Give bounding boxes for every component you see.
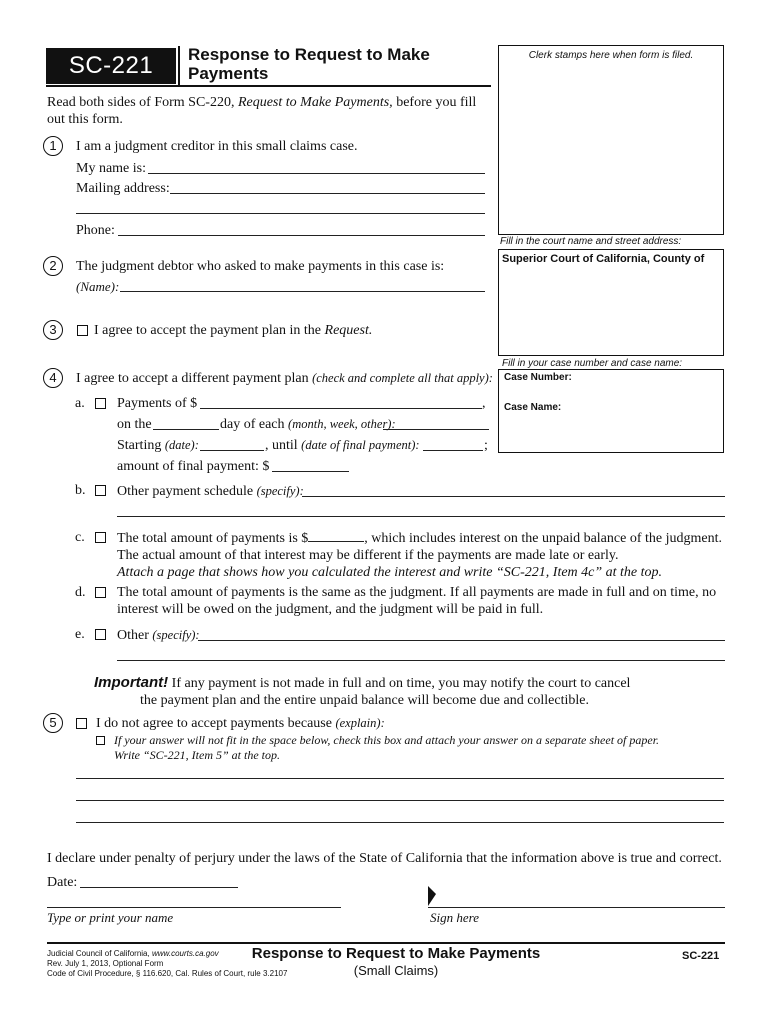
item4a-payments-label: Payments of $ bbox=[117, 396, 198, 411]
footer-left: Judicial Council of California, www.courts.ca.gov Rev. July 1, 2013, Optional Form Code of Civil Procedure, § 116.620, Cal. Rules of Court, rule 3.2107 bbox=[47, 949, 288, 978]
item5-attach-checkbox[interactable] bbox=[96, 736, 105, 745]
court-name-box[interactable] bbox=[498, 249, 724, 356]
item4c-amount-field[interactable] bbox=[308, 529, 364, 542]
item4a-letter: a. bbox=[75, 396, 85, 411]
item4a-final-amount-field[interactable] bbox=[272, 471, 349, 472]
item4b-label: Other payment schedule (specify): bbox=[117, 484, 304, 499]
item2-text: The judgment debtor who asked to make payments in this case is: bbox=[76, 259, 445, 274]
item5-field-1[interactable] bbox=[76, 778, 724, 779]
item2-name-label: (Name): bbox=[76, 279, 120, 294]
item3-number: 3 bbox=[43, 320, 63, 340]
item1-text: I am a judgment creditor in this small claims case. bbox=[76, 139, 358, 154]
footer-rule bbox=[47, 942, 725, 944]
item4a-period-field[interactable] bbox=[383, 429, 489, 430]
item4a-on-the-label: on the bbox=[117, 417, 152, 432]
footer-title: Response to Request to Make Payments (Small Claims) bbox=[251, 945, 541, 978]
item4a-day-field[interactable] bbox=[153, 429, 219, 430]
sign-here-label: Sign here bbox=[430, 910, 479, 925]
item4a-day-of-each-label: day of each (month, week, other): bbox=[220, 417, 396, 432]
item5-field-3[interactable] bbox=[76, 822, 724, 823]
declaration-text: I declare under penalty of perjury under the laws of the State of California that the information above is true and correct. bbox=[47, 851, 722, 866]
item4a-final-date-field[interactable] bbox=[423, 450, 483, 451]
item5-checkbox[interactable] bbox=[76, 718, 87, 729]
date-label: Date: bbox=[47, 875, 78, 890]
item4a-start-date-field[interactable] bbox=[200, 450, 264, 451]
item4e-letter: e. bbox=[75, 627, 85, 642]
important-label: Important! bbox=[94, 674, 169, 691]
item4e-checkbox[interactable] bbox=[95, 629, 106, 640]
footer-form-id: SC-221 bbox=[682, 950, 720, 962]
important-notice: Important! If any payment is not made in full and on time, you may notify the court to cancel the payment plan and the entire unpaid balance will become due and collectible. bbox=[94, 674, 631, 708]
form-id-badge bbox=[46, 48, 176, 84]
item4c-checkbox[interactable] bbox=[95, 532, 106, 543]
item1-address-field[interactable] bbox=[170, 193, 485, 194]
item1-address-field-2[interactable] bbox=[76, 213, 485, 214]
item1-phone-label: Phone: bbox=[76, 223, 115, 238]
item4d-letter: d. bbox=[75, 585, 86, 600]
item4a-semicolon: ; bbox=[484, 438, 488, 453]
item1-name-label: My name is: bbox=[76, 161, 146, 176]
item4e-field-2[interactable] bbox=[117, 660, 725, 661]
printed-name-field[interactable] bbox=[47, 907, 341, 908]
court-instruction: Fill in the court name and street address: bbox=[500, 236, 682, 247]
item4e-field[interactable] bbox=[198, 640, 725, 641]
case-instruction: Fill in your case number and case name: bbox=[502, 358, 683, 369]
item5-text: I do not agree to accept payments because (explain): bbox=[96, 716, 385, 731]
item3-checkbox[interactable] bbox=[77, 325, 88, 336]
item4c-letter: c. bbox=[75, 530, 85, 545]
intro-text: Read both sides of Form SC-220, Request to Make Payments, before you fill out this form. bbox=[47, 95, 477, 127]
signature-field[interactable] bbox=[428, 907, 725, 908]
item1-address-label: Mailing address: bbox=[76, 181, 170, 196]
item4c-text: The total amount of payments is $ , which includes interest on the unpaid balance of the judgment. The actual amount of that interest may be different if the payments are made late or early. Attach a page that shows how you calculated the interest and write “SC-221, Item 4c” at the top. bbox=[117, 531, 722, 580]
item4-text: I agree to accept a different payment plan (check and complete all that apply): bbox=[76, 371, 493, 386]
item4b-letter: b. bbox=[75, 483, 86, 498]
item5-note: If your answer will not fit in the space below, check this box and attach your answer on a separate sheet of paper. Write “SC-221, Item 5” at the top. bbox=[114, 733, 660, 762]
case-name-label: Case Name: bbox=[504, 402, 562, 413]
item4a-comma: , bbox=[482, 396, 486, 411]
item1-phone-field[interactable] bbox=[118, 235, 485, 236]
item4d-text: The total amount of payments is the same as the judgment. If all payments are made in full and on time, no interest will be owed on the judgment, and the judgment will be paid in full. bbox=[117, 585, 717, 617]
item4b-field[interactable] bbox=[302, 496, 725, 497]
item2-number: 2 bbox=[43, 256, 63, 276]
item4a-final-amount-label: amount of final payment: $ bbox=[117, 459, 270, 474]
header-divider bbox=[178, 46, 180, 86]
item4a-starting-label: Starting (date): bbox=[117, 438, 199, 453]
item5-number: 5 bbox=[43, 713, 63, 733]
sign-arrow-icon bbox=[428, 886, 438, 906]
item5-field-2[interactable] bbox=[76, 800, 724, 801]
case-box[interactable] bbox=[498, 369, 724, 453]
item3-text: I agree to accept the payment plan in the Request. bbox=[94, 323, 373, 338]
printed-name-label: Type or print your name bbox=[47, 910, 174, 925]
item4a-payments-field[interactable] bbox=[200, 408, 482, 409]
item4b-field-2[interactable] bbox=[117, 516, 725, 517]
item4a-checkbox[interactable] bbox=[95, 398, 106, 409]
header-rule bbox=[46, 85, 491, 87]
item4b-checkbox[interactable] bbox=[95, 485, 106, 496]
item4d-checkbox[interactable] bbox=[95, 587, 106, 598]
item1-number: 1 bbox=[43, 136, 63, 156]
item4-number: 4 bbox=[43, 368, 63, 388]
item1-name-field[interactable] bbox=[148, 173, 485, 174]
item2-name-field[interactable] bbox=[120, 291, 485, 292]
form-id: SC-221 bbox=[68, 52, 154, 79]
item4a-until-label: , until (date of final payment): bbox=[265, 438, 420, 453]
case-number-label: Case Number: bbox=[504, 372, 572, 383]
item4e-label: Other (specify): bbox=[117, 628, 200, 643]
clerk-stamp-box bbox=[498, 45, 724, 235]
form-title: Response to Request to Make Payments bbox=[188, 45, 430, 83]
date-field[interactable] bbox=[80, 887, 238, 888]
clerk-stamp-label: Clerk stamps here when form is filed. bbox=[528, 50, 694, 61]
court-name-label: Superior Court of California, County of bbox=[502, 253, 705, 265]
